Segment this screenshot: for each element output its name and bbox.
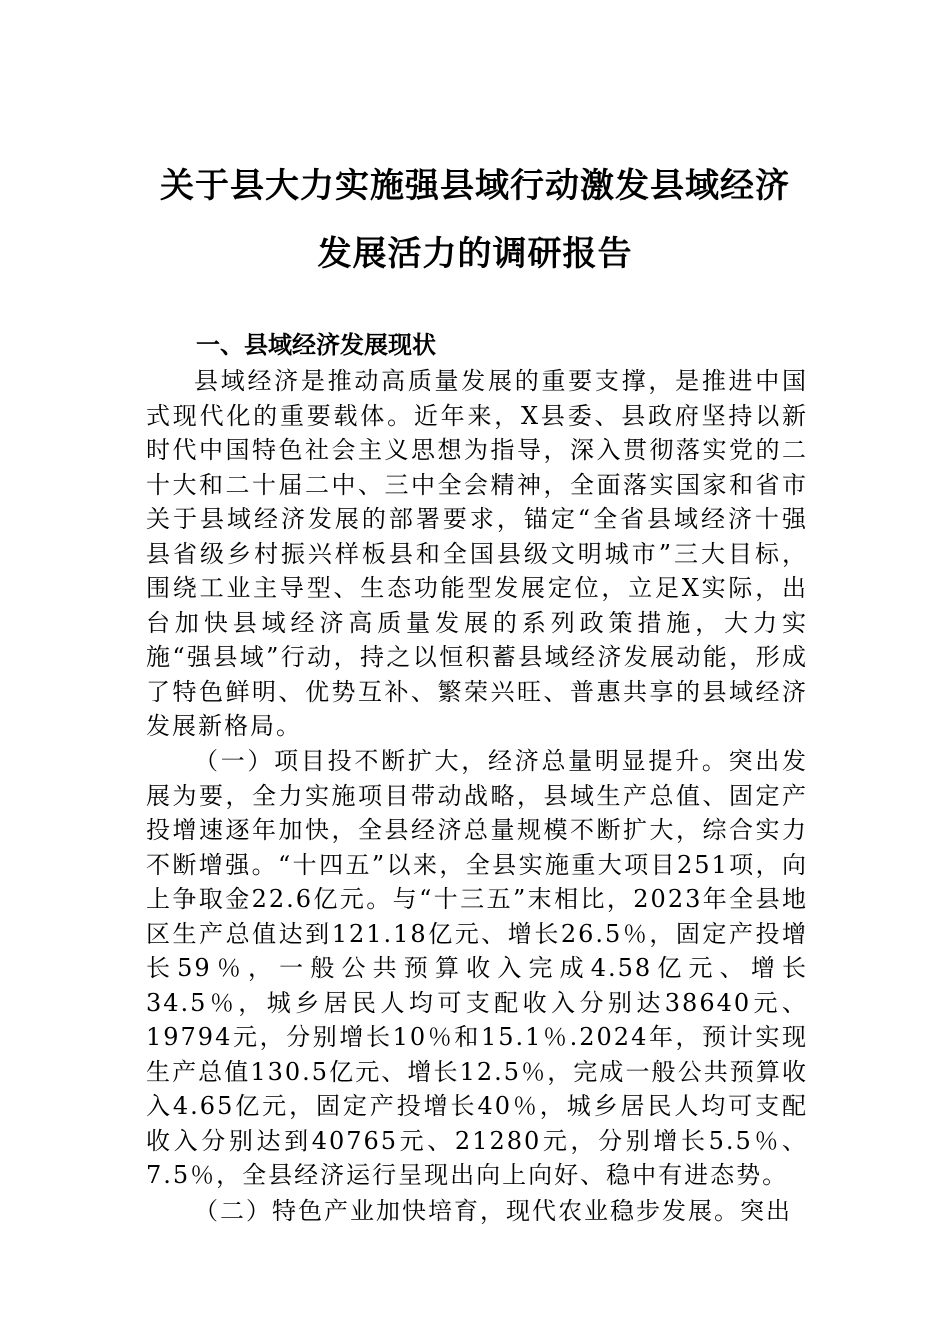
section-heading: 一、县域经济发展现状 bbox=[196, 331, 436, 359]
paragraph-intro: 县域经济是推动高质量发展的重要支撑，是推进中国式现代化的重要载体。近年来，X县委、县政府坚持以新时代中国特色社会主义思想为指导，深入贯彻落实党的二十大和二十届二中、三中全会精神，全面落实国家和省市关于县域经济发展的部署要求，锚定“全省县域经济十强县省级乡村振兴样板县和全国县级文明城市”三大目标，围绕工业主导型、生态功能型发展定位，立足X实际，出台加快县域经济高质量发展的系列政策措施，大力实施“强县域”行动，持之以恒积蓄县域经济发展动能，形成了特色鲜明、优势互补、繁荣兴旺、普惠共享的县域经济发展新格局。 bbox=[146, 367, 808, 740]
paragraph-item-1: （一）项目投不断扩大，经济总量明显提升。突出发展为要，全力实施项目带动战略，县域生产总值、固定产投增速逐年加快，全县经济总量规模不断扩大，综合实力不断增强。“十四五”以来，全县实施重大项目251项，向上争取金22.6亿元。与“十三五”末相比，2023年全县地区生产总值达到121.18亿元、增长26.5％，固定产投增长59％，一般公共预算收入完成4.58亿元、增长34.5％，城乡居民人均可支配收入分别达38640元、19794元，分别增长10％和15.1％.2024年，预计实现生产总值130.5亿元、增长12.5％，完成一般公共预算收入4.65亿元，固定产投增长40％，城乡居民人均可支配收入分别达到40765元、21280元，分别增长5.5％、7.5％，全县经济运行呈现出向上向好、稳中有进态势。 bbox=[146, 747, 808, 1189]
document-title-line2: 发展活力的调研报告 bbox=[317, 234, 633, 274]
document-title-line1: 关于县大力实施强县域行动激发县域经济 bbox=[160, 166, 790, 206]
paragraph-item-2: （二）特色产业加快培育，现代农业稳步发展。突出 bbox=[194, 1197, 792, 1225]
